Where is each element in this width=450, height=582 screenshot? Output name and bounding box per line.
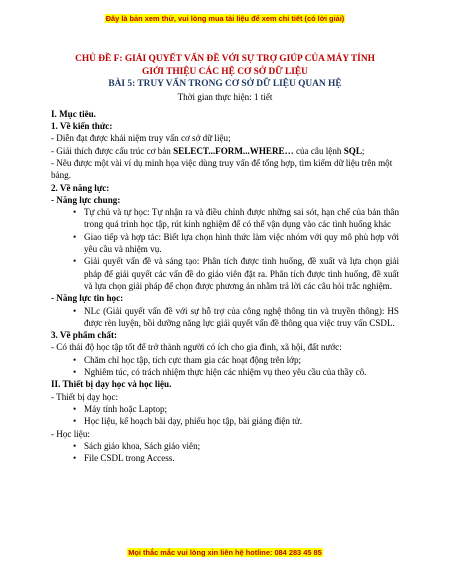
bullet-glyph: •	[73, 403, 77, 414]
knowledge-item-2-mid: của câu lệnh	[293, 145, 344, 156]
equipment-list	[51, 403, 399, 428]
bullet-glyph: •	[73, 354, 77, 365]
heading-knowledge: 1. Về kiến thức:	[51, 121, 113, 132]
materials-list	[51, 440, 399, 465]
heading-it-competence: - Năng lực tin học:	[51, 293, 124, 304]
list-item-text: Học liệu, kế hoạch bài dạy, phiếu học tập, bài giảng điện tử.	[84, 416, 302, 427]
list-item	[51, 440, 399, 452]
materials-intro: - Học liệu:	[51, 428, 90, 439]
list-item-text: Máy tính hoặc Laptop;	[84, 403, 168, 414]
qualities-list	[51, 354, 399, 379]
knowledge-item-2	[51, 145, 399, 157]
list-item	[51, 366, 399, 378]
duration: Thời gian thực hiện: 1 tiết	[177, 91, 273, 102]
preview-banner	[0, 14, 450, 23]
bullet-glyph: •	[73, 305, 77, 316]
knowledge-item-3: - Nêu được một vài ví dụ minh họa việc dùng truy vấn để tổng hợp, tìm kiếm dữ liệu trên một bảng.	[51, 157, 393, 181]
list-item	[51, 206, 399, 231]
list-item	[51, 403, 399, 415]
list-item	[51, 255, 399, 292]
section-equipment: II. Thiết bị dạy học và học liệu.	[51, 379, 172, 390]
heading-general-competence: - Năng lực chung:	[51, 194, 121, 205]
topic-title-line1: CHỦ ĐỀ F: GIẢI QUYẾT VẤN ĐỀ VỚI SỰ TRỢ GIÚP CỦA MÁY TÍNH	[75, 54, 375, 64]
bullet-glyph: •	[73, 207, 77, 218]
list-item	[51, 415, 399, 427]
topic-title-line2: GIỚI THIỆU CÁC HỆ CƠ SỞ DỮ LIỆU	[142, 66, 308, 77]
bullet-glyph: •	[73, 367, 77, 378]
hotline-banner	[0, 548, 450, 557]
bullet-glyph: •	[73, 416, 77, 427]
list-item	[51, 354, 399, 366]
knowledge-item-1: - Diễn đạt được khái niệm truy vấn cơ sở dữ liệu;	[51, 133, 231, 144]
list-item-text: File CSDL trong Access.	[84, 453, 175, 464]
list-item-text: Sách giáo khoa, Sách giáo viên;	[84, 440, 201, 451]
list-item-text: Giao tiếp và hợp tác: Biết lựa chọn hình thức làm việc nhóm với quy mô phù hợp với yêu cầu và nhiệm vụ.	[84, 231, 399, 255]
bullet-glyph: •	[73, 256, 77, 267]
heading-competence: 2. Về năng lực:	[51, 182, 110, 193]
list-item-text: NLc (Giải quyết vấn đề với sự hỗ trợ của công nghệ thông tin và truyền thông): HS được rèn luyện, bồi dưỡng năng lực giải quyết vấn đề thông qua việc truy vấn CSDL.	[84, 305, 399, 328]
equipment-intro: - Thiết bị dạy học:	[51, 391, 119, 402]
bullet-glyph: •	[73, 231, 77, 242]
knowledge-item-2-text: - Giải thích được cấu trúc cơ bản	[51, 145, 174, 156]
list-item	[51, 305, 399, 330]
list-item	[51, 231, 399, 256]
list-item	[51, 452, 399, 464]
sql-structure: SELECT...FORM...WHERE…	[173, 145, 294, 156]
list-item-text: Giải quyết vấn đề và sáng tạo: Phân tích được tình huống, đề xuất và lựa chọn giải pháp để giải quyết các vấn đề do giáo viên đặt ra. Phân tích được tình huống, đề xuất và lựa chọn giải pháp để chọn được phương án nhằm trả lời các câu hỏi trắc nghiệm.	[84, 256, 399, 291]
list-item-text: Chăm chỉ học tập, tích cực tham gia các hoạt động trên lớp;	[84, 354, 302, 365]
general-competence-list	[51, 206, 399, 292]
sql-keyword: SQL	[343, 145, 362, 156]
lesson-title: BÀI 5: TRUY VẤN TRONG CƠ SỞ DỮ LIỆU QUAN HỆ	[108, 79, 342, 89]
lesson-plan-body	[51, 53, 399, 464]
list-item-text: Tự chủ và tự học: Tự nhận ra và điều chỉnh được những sai sót, hạn chế của bản thân trong quá trình học tập, rút kinh nghiệm để có thể vận dụng vào các tình huống khác	[84, 207, 399, 230]
bullet-glyph: •	[73, 440, 77, 451]
preview-banner-text: Đây là bản xem thử, vui lòng mua tài liệu để xem chi tiết (có lời giải)	[105, 14, 345, 23]
hotline-banner-text: Mọi thắc mắc vui lòng xin liên hệ hotline: 084 283 45 85	[128, 548, 322, 557]
qualities-intro: - Có thái độ học tập tốt để trở thành người có ích cho gia đình, xã hội, đất nước:	[51, 342, 342, 353]
knowledge-item-2-end: ;	[361, 145, 365, 156]
it-competence-list	[51, 305, 399, 330]
section-objectives: I. Mục tiêu.	[51, 108, 96, 119]
bullet-glyph: •	[73, 453, 77, 464]
list-item-text: Nghiêm túc, có trách nhiệm thực hiện các nhiệm vụ theo yêu cầu của thầy cô.	[84, 367, 367, 378]
heading-qualities: 3. Về phẩm chất:	[51, 330, 118, 341]
